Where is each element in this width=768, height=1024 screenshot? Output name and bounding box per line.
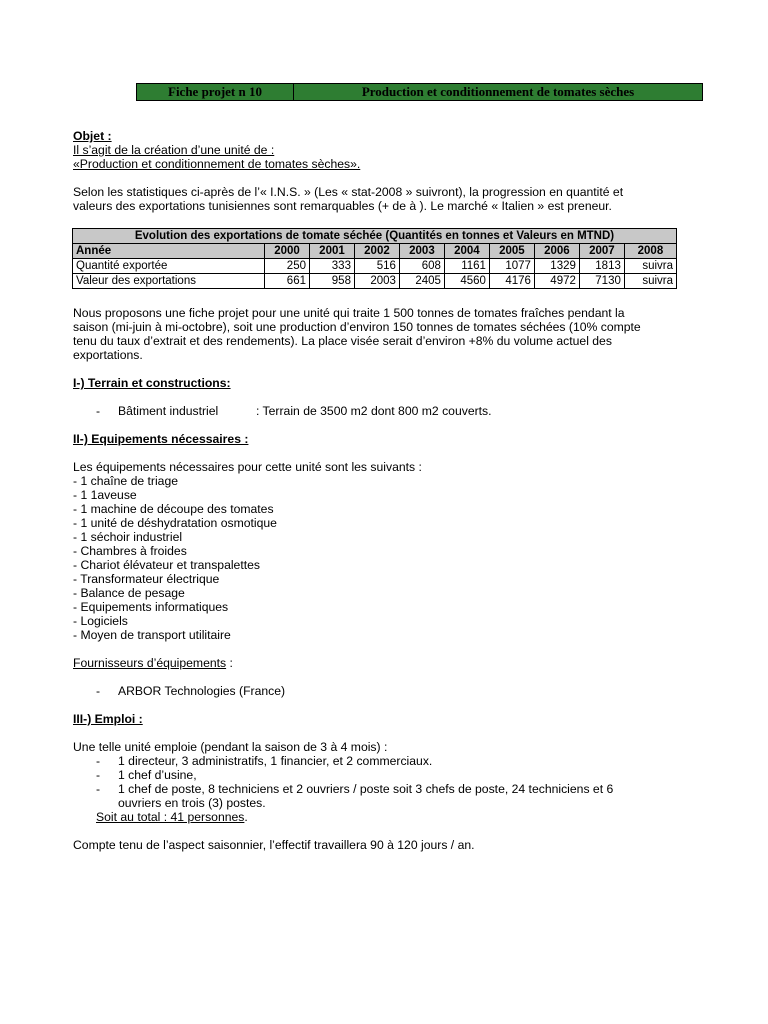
table-cell: 1161 — [444, 259, 489, 274]
table-cell: 958 — [309, 274, 354, 289]
section-2-heading: II-) Equipements nécessaires : — [73, 432, 249, 446]
suppliers-label: Fournisseurs d’équipements — [73, 656, 227, 670]
equipment-intro: Les équipements nécessaires pour cette unité sont les suivants : — [73, 460, 422, 474]
row-label: Valeur des exportations — [73, 274, 265, 289]
table-cell: 250 — [265, 259, 310, 274]
year-header: 2002 — [354, 244, 399, 259]
table-cell: 2405 — [399, 274, 444, 289]
list-item: - Moyen de transport utilitaire — [73, 628, 231, 642]
objet-heading: Objet : — [73, 129, 112, 143]
year-header: 2005 — [489, 244, 534, 259]
table-cell: 333 — [309, 259, 354, 274]
exports-table — [72, 228, 677, 289]
year-header: 2003 — [399, 244, 444, 259]
list-item: 1 chef d’usine, — [118, 768, 197, 782]
table-cell: 4176 — [489, 274, 534, 289]
table-cell: 1813 — [579, 259, 624, 274]
row-label: Quantité exportée — [73, 259, 265, 274]
suppliers-colon: : — [226, 656, 233, 670]
list-dash: - — [96, 782, 101, 796]
list-item: - 1 machine de découpe des tomates — [73, 502, 274, 516]
project-title: Production et conditionnement de tomates sèches — [361, 84, 635, 99]
table-row — [73, 274, 677, 289]
list-item: - Logiciels — [73, 614, 128, 628]
building-value: : Terrain de 3500 m2 dont 800 m2 couverts. — [256, 404, 492, 418]
list-item: 1 directeur, 3 administratifs, 1 financier, et 2 commerciaux. — [118, 754, 433, 768]
list-dash: - — [96, 754, 101, 768]
list-item: - Chambres à froides — [73, 544, 187, 558]
section-1-heading: I-) Terrain et constructions: — [73, 376, 231, 390]
year-header: 2000 — [265, 244, 310, 259]
table-cell: suivra — [624, 274, 676, 289]
table-cell: 4560 — [444, 274, 489, 289]
list-item: - 1 1aveuse — [73, 488, 137, 502]
project-number: Fiche projet n 10 — [137, 84, 294, 100]
list-item: - Balance de pesage — [73, 586, 185, 600]
building-label: Bâtiment industriel — [118, 404, 219, 418]
section-3-heading: III-) Emploi : — [73, 712, 143, 726]
objet-line-1: Il s’agit de la création d’une unité de : — [73, 143, 275, 157]
supplier-name: ARBOR Technologies (France) — [118, 684, 286, 698]
year-header: 2006 — [534, 244, 579, 259]
year-header: 2008 — [624, 244, 676, 259]
table-row — [73, 259, 677, 274]
table-cell: 7130 — [579, 274, 624, 289]
list-dash: - — [96, 684, 101, 698]
total-line — [96, 810, 248, 824]
year-header: 2001 — [309, 244, 354, 259]
table-cell: 661 — [265, 274, 310, 289]
intro-line-1: Selon les statistiques ci-après de l’« I.N.S. » (Les « stat-2008 » suivront), la progression en quantité et — [73, 185, 624, 199]
table-cell: 516 — [354, 259, 399, 274]
list-item: - Chariot élévateur et transpalettes — [73, 558, 260, 572]
list-dash: - — [96, 404, 101, 418]
table-cell: 4972 — [534, 274, 579, 289]
total-period: . — [244, 810, 248, 824]
list-item: - Equipements informatiques — [73, 600, 229, 614]
employment-intro: Une telle unité emploie (pendant la saison de 3 à 4 mois) : — [73, 740, 388, 754]
total-staff: Soit au total : 41 personnes — [96, 810, 245, 824]
list-dash: - — [96, 768, 101, 782]
list-item: - 1 séchoir industriel — [73, 530, 183, 544]
table-title: Evolution des exportations de tomate séchée (Quantités en tonnes et Valeurs en MTND) — [73, 229, 677, 244]
list-item: - 1 unité de déshydratation osmotique — [73, 516, 277, 530]
proposal-line-3: tenu du taux d’extrait et des rendements). La place visée serait d’environ +8% du volume actuel des — [73, 334, 612, 348]
list-item: - 1 chaîne de triage — [73, 474, 179, 488]
table-cell: suivra — [624, 259, 676, 274]
objet-line-2: «Production et conditionnement de tomates sèches». — [73, 157, 361, 171]
table-cell: 2003 — [354, 274, 399, 289]
year-header: 2004 — [444, 244, 489, 259]
suppliers-label-line — [73, 656, 233, 670]
table-cell: 1329 — [534, 259, 579, 274]
proposal-line-2: saison (mi-juin à mi-octobre), soit une production d’environ 150 tonnes de tomates séchées (10% compte — [73, 320, 641, 334]
proposal-line-1: Nous proposons une fiche projet pour une unité qui traite 1 500 tonnes de tomates fraîches pendant la — [73, 306, 625, 320]
project-header — [136, 83, 703, 101]
intro-line-2: valeurs des exportations tunisiennes sont remarquables (+ de à ). Le marché « Italien » est preneur. — [73, 199, 612, 213]
closing-text: Compte tenu de l’aspect saisonnier, l’effectif travaillera 90 à 120 jours / an. — [73, 838, 475, 852]
table-cell: 608 — [399, 259, 444, 274]
year-header: 2007 — [579, 244, 624, 259]
year-column-header: Année — [73, 244, 265, 259]
list-item: 1 chef de poste, 8 techniciens et 2 ouvriers / poste soit 3 chefs de poste, 24 techniciens et 6 — [118, 782, 614, 796]
list-item-continued: ouvriers en trois (3) postes. — [118, 796, 266, 810]
proposal-line-4: exportations. — [73, 348, 143, 362]
table-cell: 1077 — [489, 259, 534, 274]
list-item: - Transformateur électrique — [73, 572, 220, 586]
